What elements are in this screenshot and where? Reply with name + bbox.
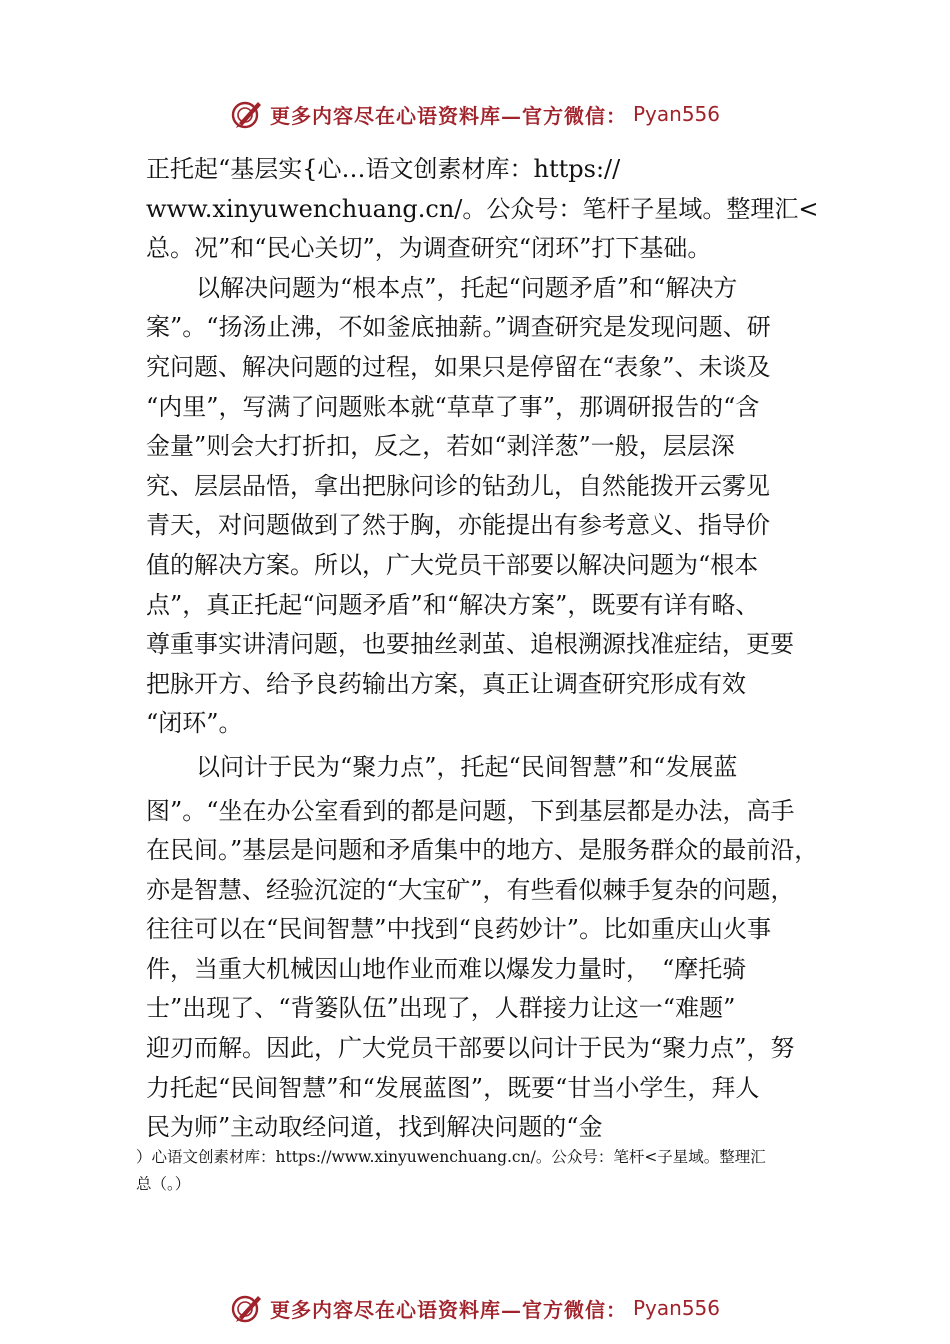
body-line: 案”。“扬汤止沸，不如釜底抽薪。”调查研究是发现问题、研 <box>146 313 771 342</box>
footnote-line: ）心语文创素材库：https://www.xinyuwenchuang.cn/。公众号：笔杆<子星域。整理汇 <box>136 1148 766 1166</box>
article-body <box>146 150 836 1148</box>
body-line: 民为师”主动取经问道，找到解决问题的“金 <box>146 1113 603 1142</box>
footer-banner <box>0 1288 950 1328</box>
body-line: 迎刃而解。因此，广大党员干部要以问计于民为“聚力点”，努 <box>146 1034 795 1063</box>
body-line: “内里”，写满了问题账本就“草草了事”，那调研报告的“含 <box>146 392 760 421</box>
body-line: 究问题、解决问题的过程，如果只是停留在“表象”、未谈及 <box>146 352 771 381</box>
footer-banner-inner <box>230 1291 720 1325</box>
footnote-line: 总（。） <box>136 1175 191 1193</box>
header-banner-inner <box>230 97 720 131</box>
body-line: 总。况”和“民心关切”，为调查研究“闭环”打下基础。 <box>146 234 712 263</box>
body-line: 青天，对问题做到了然于胸，亦能提出有参考意义、指导价 <box>146 511 770 540</box>
footer-banner-title: 更多内容尽在心语资料库—官方微信： <box>269 1297 627 1322</box>
body-line: 值的解决方案。所以，广大党员干部要以解决问题为“根本 <box>146 550 759 579</box>
body-line: 金量”则会大打折扣，反之，若如“剥洋葱”一般，层层深 <box>146 432 735 461</box>
paragraph-heading: 以解决问题为“根本点”，托起“问题矛盾”和“解决方 <box>196 273 738 302</box>
body-line: 件，当重大机械因山地作业而难以爆发力量时， “摩托骑 <box>146 954 747 983</box>
body-line: 正托起“基层实{心…语文创素材库：https:// <box>146 155 621 183</box>
body-line: “闭环”。 <box>146 709 243 738</box>
body-line: 在民间。”基层是问题和矛盾集中的地方、是服务群众的最前沿， <box>146 836 819 865</box>
body-line: 把脉开方、给予良药输出方案，真正让调查研究形成有效 <box>146 669 746 698</box>
body-line: 尊重事实讲清问题，也要抽丝剥茧、追根溯源找准症结，更要 <box>146 630 794 659</box>
header-banner <box>0 94 950 134</box>
footnote <box>136 1144 826 1198</box>
banner-title: 更多内容尽在心语资料库—官方微信： <box>269 103 627 128</box>
body-line: 点”，真正托起“问题矛盾”和“解决方案”，既要有详有略、 <box>146 590 760 619</box>
paragraph-heading: 以问计于民为“聚力点”，托起“民间智慧”和“发展蓝 <box>196 752 738 781</box>
body-line: 力托起“民间智慧”和“发展蓝图”，既要“甘当小学生，拜人 <box>146 1073 760 1102</box>
footer-banner-account: Pyan556 <box>632 1296 720 1320</box>
body-line: 亦是智慧、经验沉淀的“大宝矿”，有些看似棘手复杂的问题， <box>146 875 795 904</box>
body-line: 士”出现了、“背篓队伍”出现了，人群接力让这一“难题” <box>146 994 736 1023</box>
body-line: 究、层层品悟，拿出把脉问诊的钻劲儿，自然能拨开云雾见 <box>146 471 770 500</box>
pen-seal-icon <box>230 97 264 131</box>
body-line: 图”。“坐在办公室看到的都是问题，下到基层都是办法，高手 <box>146 796 795 825</box>
pen-seal-icon <box>230 1291 264 1325</box>
banner-account: Pyan556 <box>632 102 720 126</box>
body-line: 往往可以在“民间智慧”中找到“良药妙计”。比如重庆山火事 <box>146 915 772 944</box>
body-line: www.xinyuwenchuang.cn/。公众号：笔杆子星域。整理汇< <box>146 194 819 223</box>
